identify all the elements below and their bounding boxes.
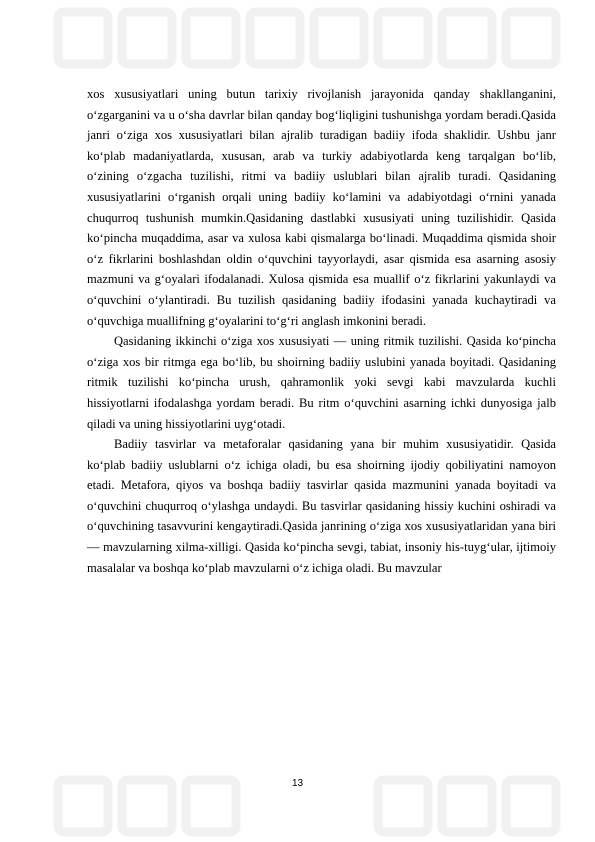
document-body (87, 84, 556, 578)
paragraph-2: Qasidaning ikkinchi o‘ziga xos xususiyati — uning ritmik tuzilishi. Qasida ko‘pincha o‘ziga xos bir ritmga ega bo‘lib, bu shoirning badiiy uslubini yanada boyitadi. Qasidaning ritmik tuzilishi ko‘pincha urush, qahramonlik yoki sevgi kabi mavzularda kuchli hissiyotlarni ifodalashga yordam beradi. Bu ritm o‘quvchini asarning ichki dunyosiga jalb qiladi va uning hissiyotlarini uyg‘otadi. (87, 334, 556, 431)
page-number: 13 (291, 778, 304, 789)
watermark-row-top (58, 12, 556, 64)
paragraph-3: Badiiy tasvirlar va metaforalar qasidaning yana bir muhim xususiyatidir. Qasida ko‘plab badiiy uslublarni o‘z ichiga oladi, bu esa shoirning ijodiy qobiliyatini namoyon etadi. Metafora, qiyos va boshqa badiiy tasvirlar qasida mazmunini yanada boyitadi va o‘quvchini chuqurroq o‘ylashga undaydi. Bu tasvirlar qasidaning hissiy kuchini oshiradi va o‘quvchining tasavvurini kengaytiradi.Qasida janrining o‘ziga xos xususiyatlaridan yana biri — mavzularning xilma-xilligi. Qasida ko‘pincha sevgi, tabiat, insoniy his-tuyg‘ular, ijtimoiy masalalar va boshqa ko‘plab mavzularni o‘z ichiga oladi. Bu mavzular (87, 437, 556, 575)
paragraph-1: xos xususiyatlari uning butun tarixiy rivojlanish jarayonida qanday shakllanganini, o‘zgarganini va u o‘sha davrlar bilan qanday bog‘liqligini tushunishga yordam beradi.Qasida janri o‘ziga xos xususiyatlari bilan ajralib turadigan badiiy ifoda shaklidir. Ushbu janr ko‘plab madaniyatlarda, xususan, arab va turkiy adabiyotlarda keng tarqalgan bo‘lib, o‘zining o‘zgacha tuzilishi, ritmi va badiiy uslublari bilan ajralib turadi. Qasidaning xususiyatlarini o‘rganish orqali uning badiiy ko‘lamini va adabiyotdagi o‘rnini yanada chuqurroq tushunish mumkin.Qasidaning dastlabki xususiyati uning tuzilishidir. Qasida ko‘pincha muqaddima, asar va xulosa kabi qismalarga bo‘linadi. Muqaddima qismida shoir o‘z fikrlarini boshlashdan oldin o‘quvchini tayyorlaydi, asar qismida esa asarning asosiy mazmuni va g‘oyalari ifodalanadi. Xulosa qismida esa muallif o‘z fikrlarini yakunlaydi va o‘quvchini o‘ylantiradi. Bu tuzilish qasidaning badiiy ifodasini yanada kuchaytiradi va o‘quvchiga muallifning g‘oyalarini to‘g‘ri anglash imkonini beradi. (87, 87, 556, 328)
